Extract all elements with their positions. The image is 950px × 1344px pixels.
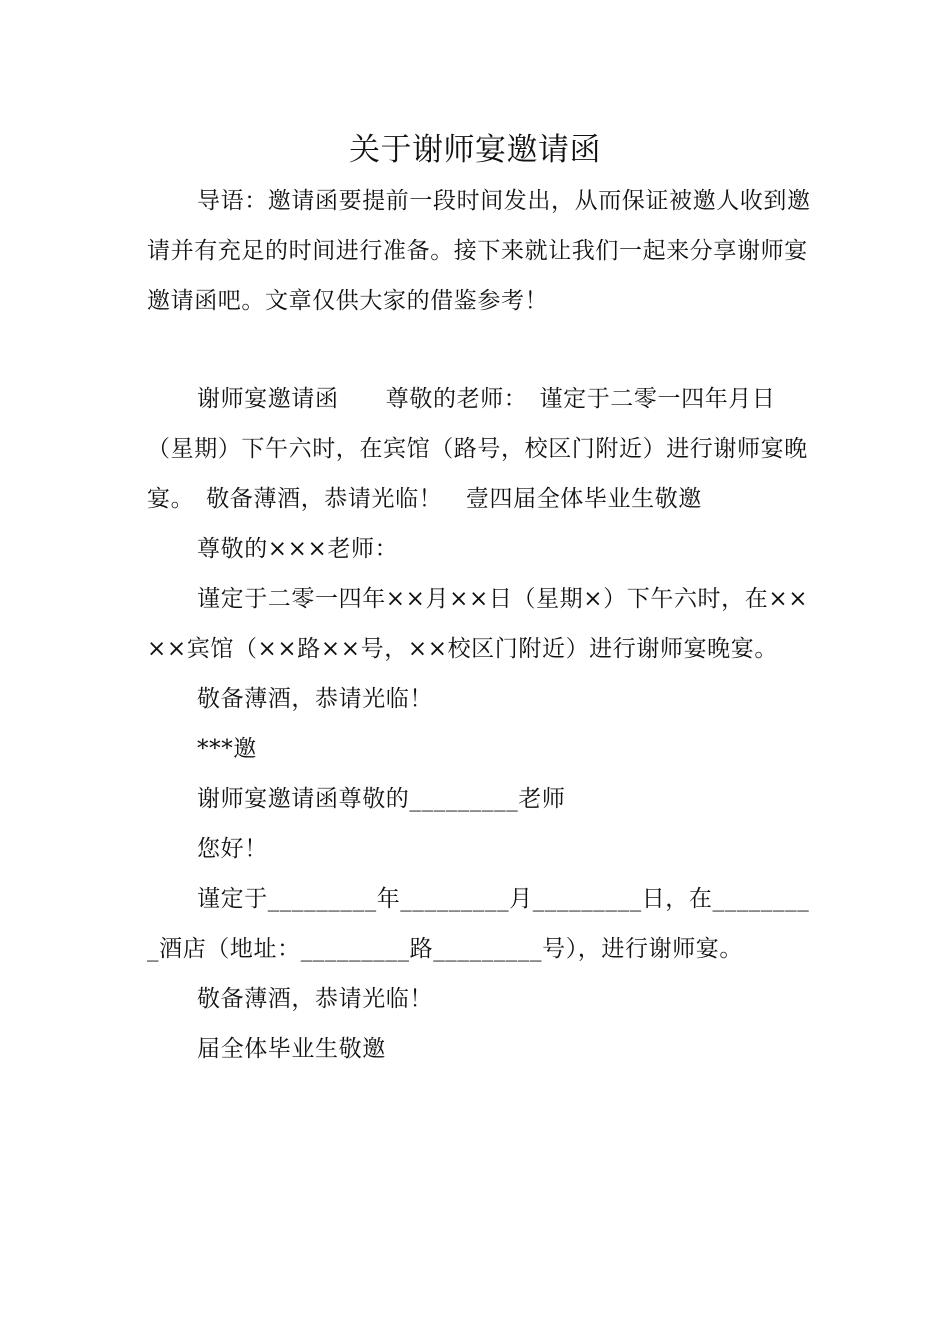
template-closing-paragraph: 敬备薄酒，恭请光临！ xyxy=(197,986,433,1012)
intro-section xyxy=(147,176,812,326)
greeting-paragraph: 尊敬的×××老师： xyxy=(197,536,399,562)
signature-paragraph: ***邀 xyxy=(197,736,257,762)
invitation-body-paragraph: 谨定于二零一四年××月××日（星期×）下午六时，在××××宾馆（××路××号，××校区门附近）进行谢师宴晚宴。 xyxy=(147,586,809,662)
invitation-paragraph-1: 谢师宴邀请函 尊敬的老师： 谨定于二零一四年月日（星期）下午六时，在宾馆（路号，校区门附近）进行谢师宴晚宴。 敬备薄酒，恭请光临！ 壹四届全体毕业生敬邀 xyxy=(147,386,808,512)
document-title: 关于谢师宴邀请函 xyxy=(349,132,601,168)
hello-paragraph: 您好！ xyxy=(197,836,268,862)
intro-paragraph: 导语：邀请函要提前一段时间发出，从而保证被邀人收到邀请并有充足的时间进行准备。接下来就让我们一起来分享谢师宴邀请函吧。文章仅供大家的借鉴参考！ xyxy=(147,188,811,314)
main-section xyxy=(147,374,812,1074)
template-heading-paragraph: 谢师宴邀请函尊敬的_________老师 xyxy=(197,786,566,812)
template-signature-paragraph: 届全体毕业生敬邀 xyxy=(197,1036,386,1062)
closing-paragraph: 敬备薄酒，恭请光临！ xyxy=(197,686,433,712)
template-body-paragraph: 谨定于_________年_________月_________日，在_________酒店（地址：_________路_________号），进行谢师宴。 xyxy=(147,886,810,962)
